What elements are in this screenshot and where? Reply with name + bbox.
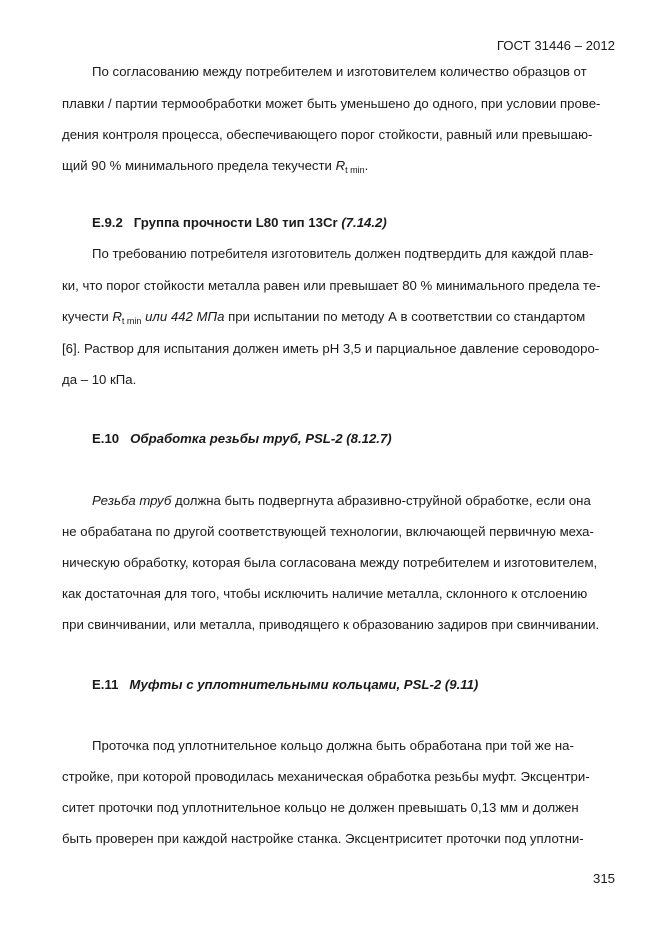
text: должна быть подвергнута абразивно-струйной обработке, если она <box>171 493 591 508</box>
paragraph-1-line-4 <box>62 158 368 175</box>
paragraph-1-line-1: По согласованию между потребителем и изготовителем количество образцов от <box>92 64 587 79</box>
text: при испытании по методу А в соответствии со стандартом <box>224 309 586 324</box>
paragraph-4-line-4: быть проверен при каждой настройке станка. Эксцентриситет проточки под уплотни- <box>62 831 584 846</box>
paragraph-1-line-3: дения контроля процесса, обеспечивающего порог стойкости, равный или превышаю- <box>62 127 593 142</box>
yield-symbol: R <box>335 158 346 173</box>
section-heading-e92 <box>92 215 387 230</box>
section-title: Группа прочности L80 тип 13Cr <box>133 215 342 230</box>
paragraph-3-line-4: как достаточная для того, чтобы исключить наличие металла, склонного к отслоению <box>62 586 588 601</box>
paragraph-2-line-2: ки, что порог стойкости металла равен или превышает 80 % минимального предела те- <box>62 278 601 293</box>
paragraph-4-line-2: стройке, при которой проводилась механическая обработка резьбы муфт. Эксцентри- <box>62 769 590 784</box>
section-title: Муфты с уплотнительными кольцами, PSL-2 (9.11) <box>129 677 479 692</box>
paragraph-4-line-1: Проточка под уплотнительное кольцо должна быть обработана при той же на- <box>92 738 574 753</box>
text-italic: или 442 МПа <box>141 309 225 324</box>
paragraph-2-line-3 <box>62 309 585 326</box>
paragraph-4-line-3: ситет проточки под уплотнительное кольцо не должен превышать 0,13 мм и должен <box>62 800 579 815</box>
yield-symbol: R <box>112 309 122 324</box>
paragraph-3-line-3: ническую обработку, которая была согласована между потребителем и изготовителем, <box>62 555 598 570</box>
text: кучести <box>62 309 113 324</box>
paragraph-2-line-1: По требованию потребителя изготовитель должен подтвердить для каждой плав- <box>92 246 594 261</box>
paragraph-2-line-4: [6]. Раствор для испытания должен иметь pH 3,5 и парциальное давление сероводоро- <box>62 341 600 356</box>
yield-subscript: t min <box>121 316 142 326</box>
section-ref: (7.14.2) <box>341 215 387 230</box>
yield-subscript: t min <box>345 165 365 175</box>
section-title: Обработка резьбы труб, PSL-2 (8.12.7) <box>130 431 392 446</box>
paragraph-3-line-2: не обрабатана по другой соответствующей технологии, включающей первичную меха- <box>62 524 594 539</box>
section-number: E.10 <box>92 431 120 446</box>
paragraph-1-line-2: плавки / партии термообработки может быть уменьшено до одного, при условии прове- <box>62 96 601 111</box>
section-heading-e10 <box>92 431 392 446</box>
text: . <box>364 158 369 173</box>
paragraph-3-line-1 <box>92 493 591 508</box>
page-number: 315 <box>592 871 615 886</box>
text: щий 90 % минимального предела текучести <box>62 158 336 173</box>
section-number: E.9.2 <box>92 215 123 230</box>
paragraph-2-line-5: да – 10 кПа. <box>62 372 137 387</box>
document-id: ГОСТ 31446 – 2012 <box>496 38 615 53</box>
section-heading-e11 <box>92 677 478 692</box>
text-italic: Резьба труб <box>92 493 172 508</box>
section-number: E.11 <box>92 677 119 692</box>
paragraph-3-line-5: при свинчивании, или металла, приводящего к образованию задиров при свинчивании. <box>62 617 600 632</box>
